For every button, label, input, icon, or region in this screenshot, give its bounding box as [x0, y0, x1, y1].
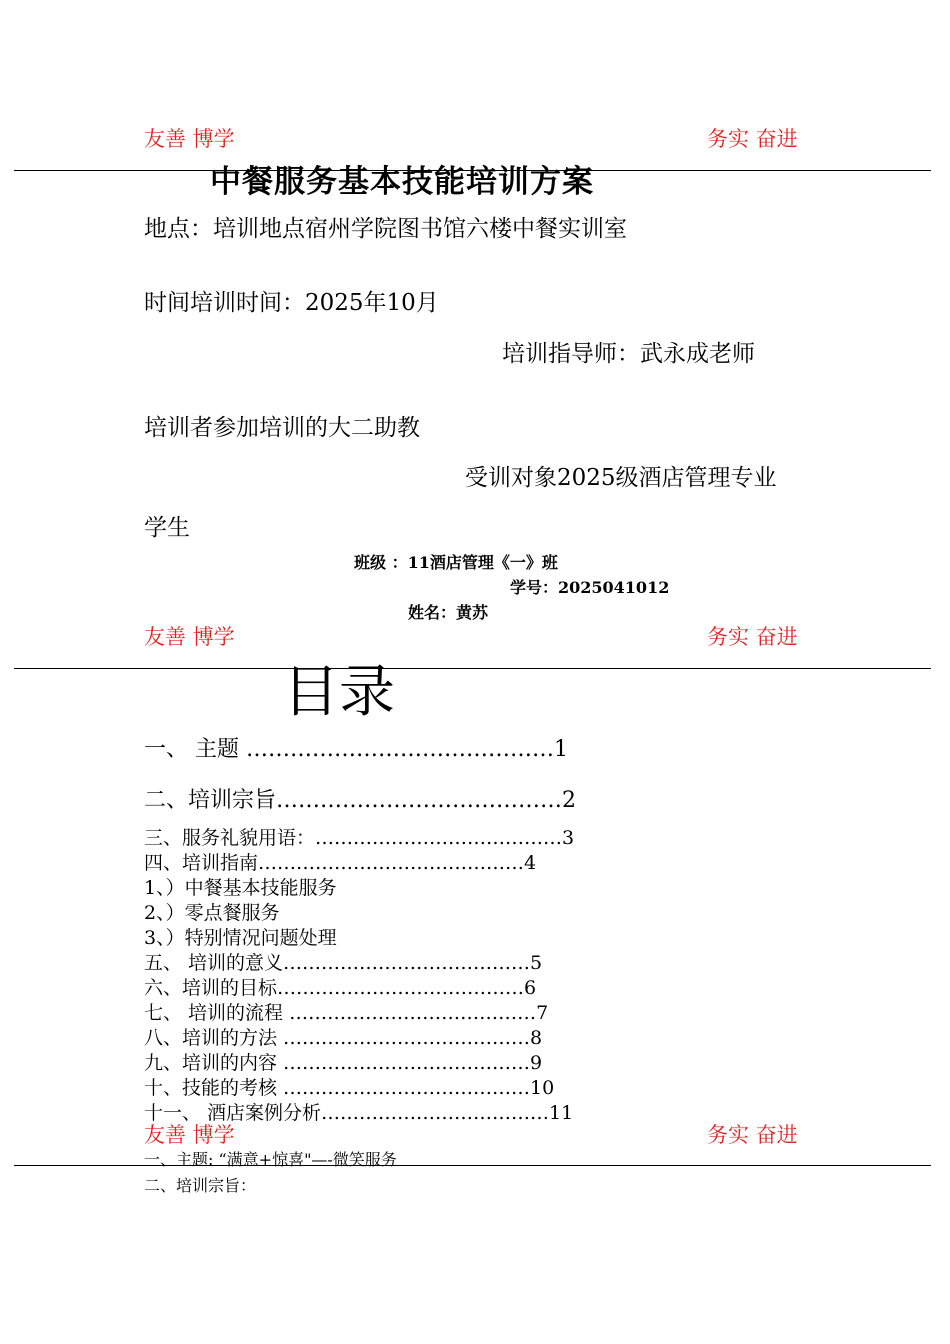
class-line: 班级 ：11酒店管理《一》班	[354, 553, 558, 572]
trainees-line: 受训对象2025级酒店管理专业	[465, 465, 777, 491]
toc-item: 十一、 酒店案例分析………………………………11	[144, 1102, 574, 1124]
toc-item: 三、服务礼貌用语：…………………………………3	[144, 827, 575, 849]
header-right-motto: 务实 奋进	[707, 625, 798, 649]
toc-item: 九、培训的内容 …………………………………9	[144, 1052, 543, 1074]
header-left-motto: 友善 博学	[144, 625, 235, 649]
trainer-line: 培训者参加培训的大二助教	[144, 415, 420, 441]
toc-item: 十、技能的考核 …………………………………10	[144, 1077, 555, 1099]
toc-subitem: 3、）特别情况问题处理	[144, 927, 337, 949]
toc-item: 六、培训的目标…………………………………6	[144, 977, 537, 999]
toc-item: 二、培训宗旨…………………………………2	[144, 788, 576, 813]
toc-subitem: 1、）中餐基本技能服务	[144, 877, 337, 899]
header-right-motto: 务实 奋进	[707, 127, 798, 151]
document-title: 中餐服务基本技能培训方案	[210, 164, 594, 200]
toc-item: 一、 主题 ……………………………………1	[144, 737, 568, 762]
location-line: 地点：培训地点宿州学院图书馆六楼中餐实训室	[144, 216, 627, 242]
toc-item: 五、 培训的意义…………………………………5	[144, 952, 543, 974]
header-left-motto: 友善 博学	[144, 127, 235, 151]
student-name-line: 姓名：黄苏	[408, 603, 489, 622]
time-line: 时间培训时间：2025年10月	[144, 290, 439, 316]
section-heading: 一、主题: “满意+惊喜"—-微笑服务	[144, 1150, 397, 1169]
toc-item: 四、培训指南……………………………………4	[144, 852, 537, 874]
toc-subitem: 2、）零点餐服务	[144, 902, 280, 924]
trainees-line-cont: 学生	[144, 515, 190, 541]
toc-title: 目录	[283, 660, 395, 725]
student-id-line: 学号：2025041012	[510, 578, 670, 597]
toc-item: 七、 培训的流程 …………………………………7	[144, 1002, 549, 1024]
header-rule	[14, 668, 931, 669]
section-heading: 二、培训宗旨：	[144, 1176, 257, 1195]
toc-item: 八、培训的方法 …………………………………8	[144, 1027, 543, 1049]
header-right-motto: 务实 奋进	[707, 1123, 798, 1147]
header-left-motto: 友善 博学	[144, 1123, 235, 1147]
instructor-line: 培训指导师：武永成老师	[502, 341, 755, 367]
